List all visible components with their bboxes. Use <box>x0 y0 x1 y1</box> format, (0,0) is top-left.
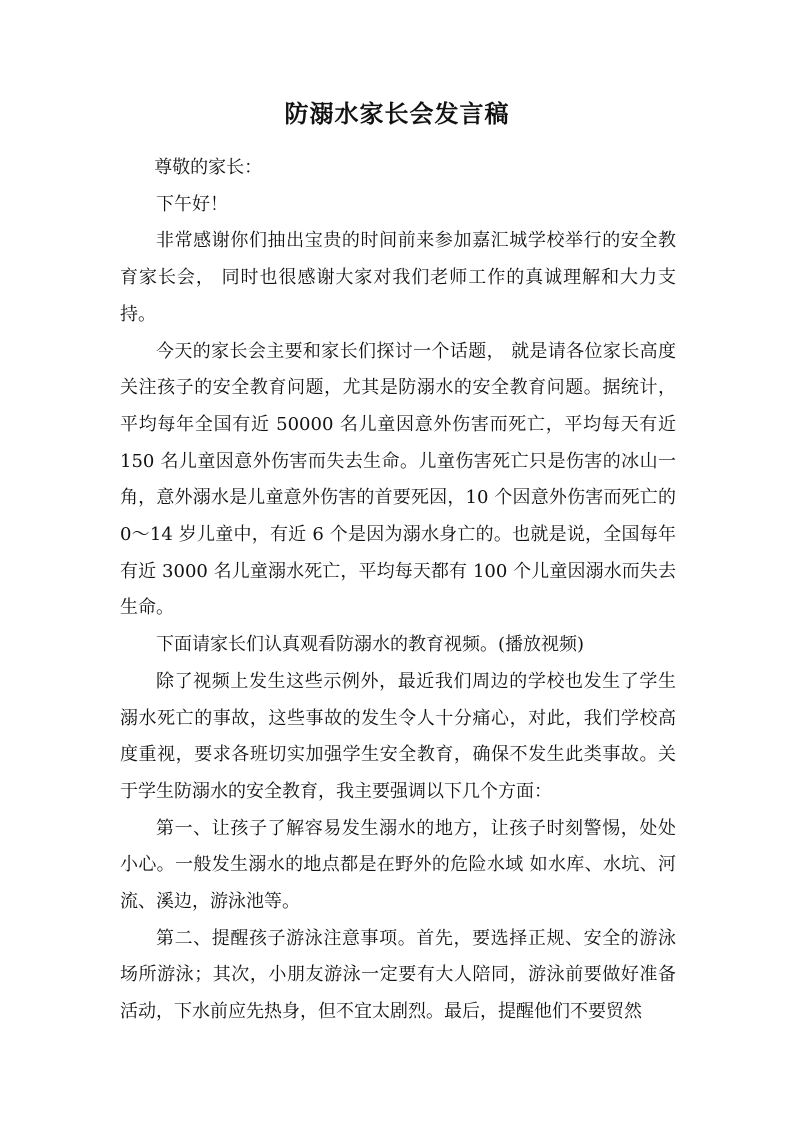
paragraph-statistics: 今天的家长会主要和家长们探讨一个话题， 就是请各位家长高度关注孩子的安全教育问题，尤其是防溺水的安全教育问题。据统计，平均每年全国有近 50000 名儿童因意外伤害而死亡，平均每天有近 150 名儿童因意外伤害而失去生命。儿童伤害死亡只是伤害的冰山一角，意外溺水是儿童意外伤害的首要死因，10 个因意外伤害而死亡的 0～14 岁儿童中，有近 6 个是因为溺水身亡的。也就是说，全国每年有近 3000 名儿童溺水死亡，平均每天都有 100 个儿童因溺水而失去生命。 <box>120 340 676 619</box>
greeting: 下午好！ <box>156 193 228 215</box>
paragraph-point-one: 第一、让孩子了解容易发生溺水的地方，让孩子时刻警惕，处处小心。一般发生溺水的地点都是在野外的危险水域 如水库、水坑、河流、溪边，游泳池等。 <box>120 817 676 913</box>
document-body <box>120 150 676 1031</box>
paragraph-video: 下面请家长们认真观看防溺水的教育视频。(播放视频) <box>156 634 585 656</box>
paragraph-thanks: 非常感谢你们抽出宝贵的时间前来参加嘉汇城学校举行的安全教育家长会， 同时也很感谢大家对我们老师工作的真诚理解和大力支持。 <box>120 230 676 325</box>
salutation: 尊敬的家长： <box>154 157 263 178</box>
document-title: 防溺水家长会发言稿 <box>284 99 510 128</box>
paragraph-incidents: 除了视频上发生这些示例外，最近我们周边的学校也发生了学生溺水死亡的事故，这些事故的发生令人十分痛心，对此，我们学校高度重视，要求各班切实加强学生安全教育，确保不发生此类事故。关于学生防溺水的安全教育，我主要强调以下几个方面： <box>120 670 676 802</box>
paragraph-point-two: 第二、提醒孩子游泳注意事项。首先，要选择正规、安全的游泳场所游泳；其次，小朋友游泳一定要有大人陪同，游泳前要做好准备活动，下水前应先热身，但不宜太剧烈。最后，提醒他们不要贸然 <box>120 927 676 1023</box>
